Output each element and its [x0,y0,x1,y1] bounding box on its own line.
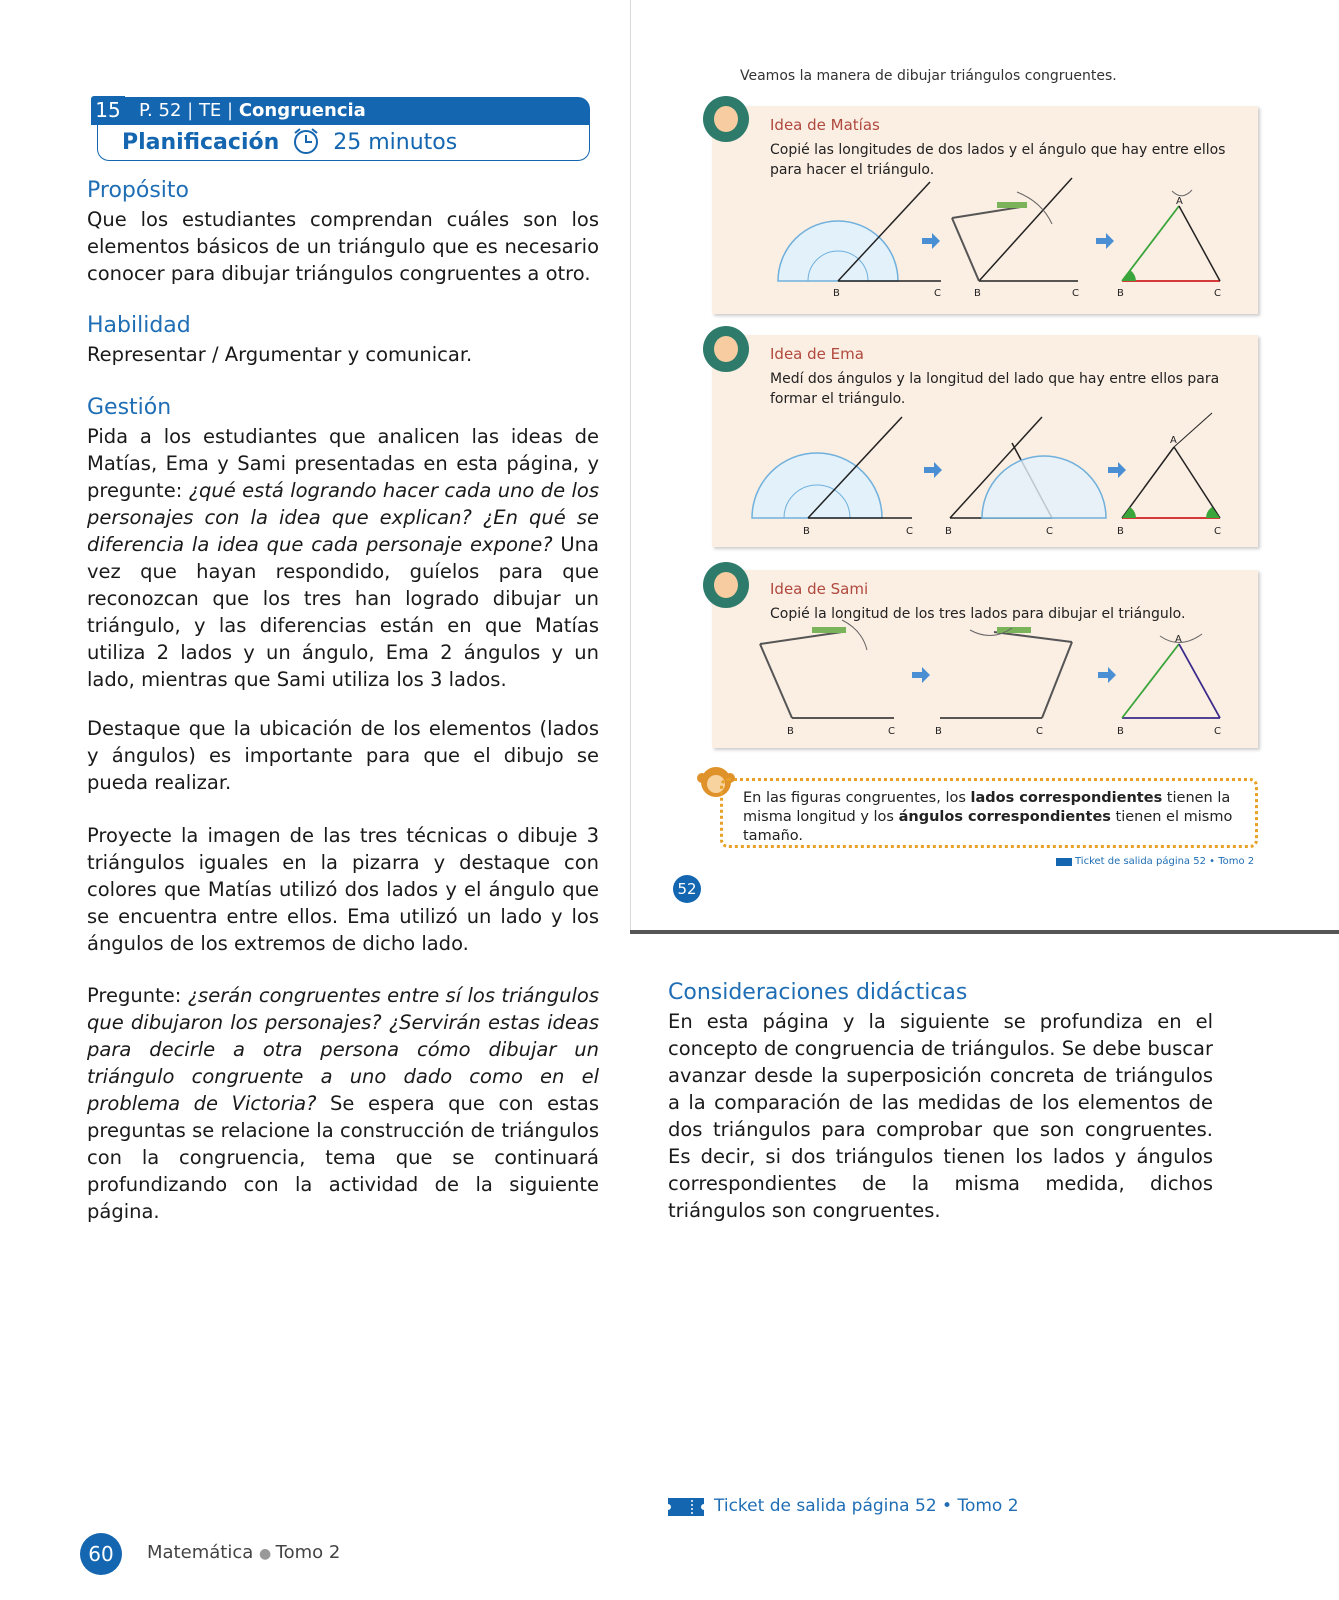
idea-text: Copié las longitudes de dos lados y el ángulo que hay entre ellos para hacer el triángulo. [770,142,1226,178]
gestion-paragraph-2: Destaque que la ubicación de los elementos (lados y ángulos) es importante para que el dibujo se pueda realizar. [87,717,599,794]
idea-name: Idea de Sami [770,580,869,598]
ticket-small: Ticket de salida página 52 • Tomo 2 [1075,856,1255,867]
sami-construction-figure [712,570,1258,748]
alarm-clock-icon [290,125,322,155]
arrow-icon [922,233,940,249]
arrow-icon [1108,462,1126,478]
svg-text:B: B [974,288,981,299]
gestion-paragraph-1: Pida a los estudiantes que analicen las ideas de Matías, Ema y Sami presentadas en esta página, y pregunte: ¿qué está logrando hacer cada uno de los personajes con la idea que explican? ¿En qué se diferencia la idea que cada personaje expone? Una vez que hayan respondido, guíelos para que reconozcan que los tres han logrado dibujar un triángulo, y las diferencias están en que Matías utiliza 2 lados y un ángulo, Ema 2 ángulos y un lado, mientras que Sami utiliza los 3 lados. [87,425,599,691]
svg-text:B: B [1117,288,1124,299]
pencil-icon [812,627,846,633]
svg-text:A: A [1175,634,1182,645]
page-ref: P. 52 [139,100,182,121]
footer-book: Matemática ● Tomo 2 [147,1542,341,1563]
gestion-paragraph-3: Proyecte la imagen de las tres técnicas o dibuje 3 triángulos iguales en la pizarra y destaque con colores que Matías utilizó dos lados y el ángulo que se encuentra entre ellos. Ema utilizó un lado y los ángulos de los extremos de dicho lado. [87,824,599,955]
idea-name: Idea de Ema [770,345,864,363]
idea-text: Copié la longitud de los tres lados para dibujar el triángulo. [770,606,1186,622]
habilidad-title: Habilidad [87,313,191,338]
consideraciones-text: En esta página y la siguiente se profundiza en el concepto de congruencia de triángulos. Se debe buscar avanzar desde la superposición concreta de triángulos a la comparación de las medidas de los elementos de dos triángulos para comprobar que son congruentes. Es decir, si dos triángulos tienen los lados y ángulos correspondientes de la misma medida, dichos triángulos son congruentes. [668,1010,1213,1222]
svg-text:B: B [1117,726,1124,737]
gestion-paragraph-4: Pregunte: ¿serán congruentes entre sí los triángulos que dibujaron los personajes? ¿Servirán estas ideas para decirle a otra persona cómo dibujar un triángulo congruente a uno dado como en el problema de Victoria? Se espera que con estas preguntas se relacione la construcción de triángulos con la congruencia, tema que se continuará profundizando con la actividad de la siguiente página. [87,984,600,1223]
arrow-icon [912,667,930,683]
svg-text:C: C [1046,526,1053,537]
svg-text:B: B [945,526,952,537]
svg-text:A: A [1170,435,1177,446]
topic-title: Congruencia [238,100,366,121]
svg-text:B: B [1117,526,1124,537]
ema-construction-figure [712,335,1258,547]
student-page-intro: Veamos la manera de dibujar triángulos congruentes. [740,68,1117,84]
svg-text:C: C [1072,288,1079,299]
label-c: C [934,288,941,299]
plan-label: Planificación [122,130,280,155]
proposito-text: Que los estudiantes comprendan cuáles son los elementos básicos de un triángulo que es necesario conocer para dibujar triángulos congruentes a otro. [87,208,599,285]
ticket-icon [1056,858,1072,866]
idea-text: Medí dos ángulos y la longitud del lado que hay entre ellos para formar el triángulo. [770,371,1220,407]
svg-text:A: A [1176,196,1183,207]
svg-text:C: C [1214,288,1221,299]
pencil-icon [997,202,1027,208]
svg-text:C: C [888,726,895,737]
duration: 25 minutos [333,130,458,155]
lesson-header-bar: P. 52 | TE | Congruencia [125,97,590,125]
arrow-icon [924,462,942,478]
habilidad-text: Representar / Argumentar y comunicar. [87,343,473,366]
consideraciones-title: Consideraciones didácticas [668,980,968,1005]
congruence-note: En las figuras congruentes, los lados correspondientes tienen la misma longitud y los ángulos correspondientes tienen el mismo tamaño. [720,778,1258,848]
lesson-number-badge: 15 [91,96,125,125]
arrow-icon [1098,667,1116,683]
idea-name: Idea de Matías [770,116,880,134]
planning-bar [97,125,590,161]
pencil-icon [997,627,1031,633]
svg-text:C: C [906,526,913,537]
proposito-title: Propósito [87,178,189,203]
matias-construction-figure [712,106,1258,314]
student-page-number: 52 [673,875,701,903]
arrow-icon [1096,233,1114,249]
svg-text:B: B [803,526,810,537]
svg-text:B: B [935,726,942,737]
section-code: TE [198,100,222,121]
svg-text:C: C [1214,726,1221,737]
ticket-footer: Ticket de salida página 52 • Tomo 2 [714,1496,1019,1516]
svg-text:B: B [787,726,794,737]
ticket-icon [668,1498,704,1516]
page-number: 60 [80,1533,122,1575]
label-b: B [833,288,840,299]
gestion-title: Gestión [87,395,172,420]
svg-text:C: C [1214,526,1221,537]
svg-text:C: C [1036,726,1043,737]
